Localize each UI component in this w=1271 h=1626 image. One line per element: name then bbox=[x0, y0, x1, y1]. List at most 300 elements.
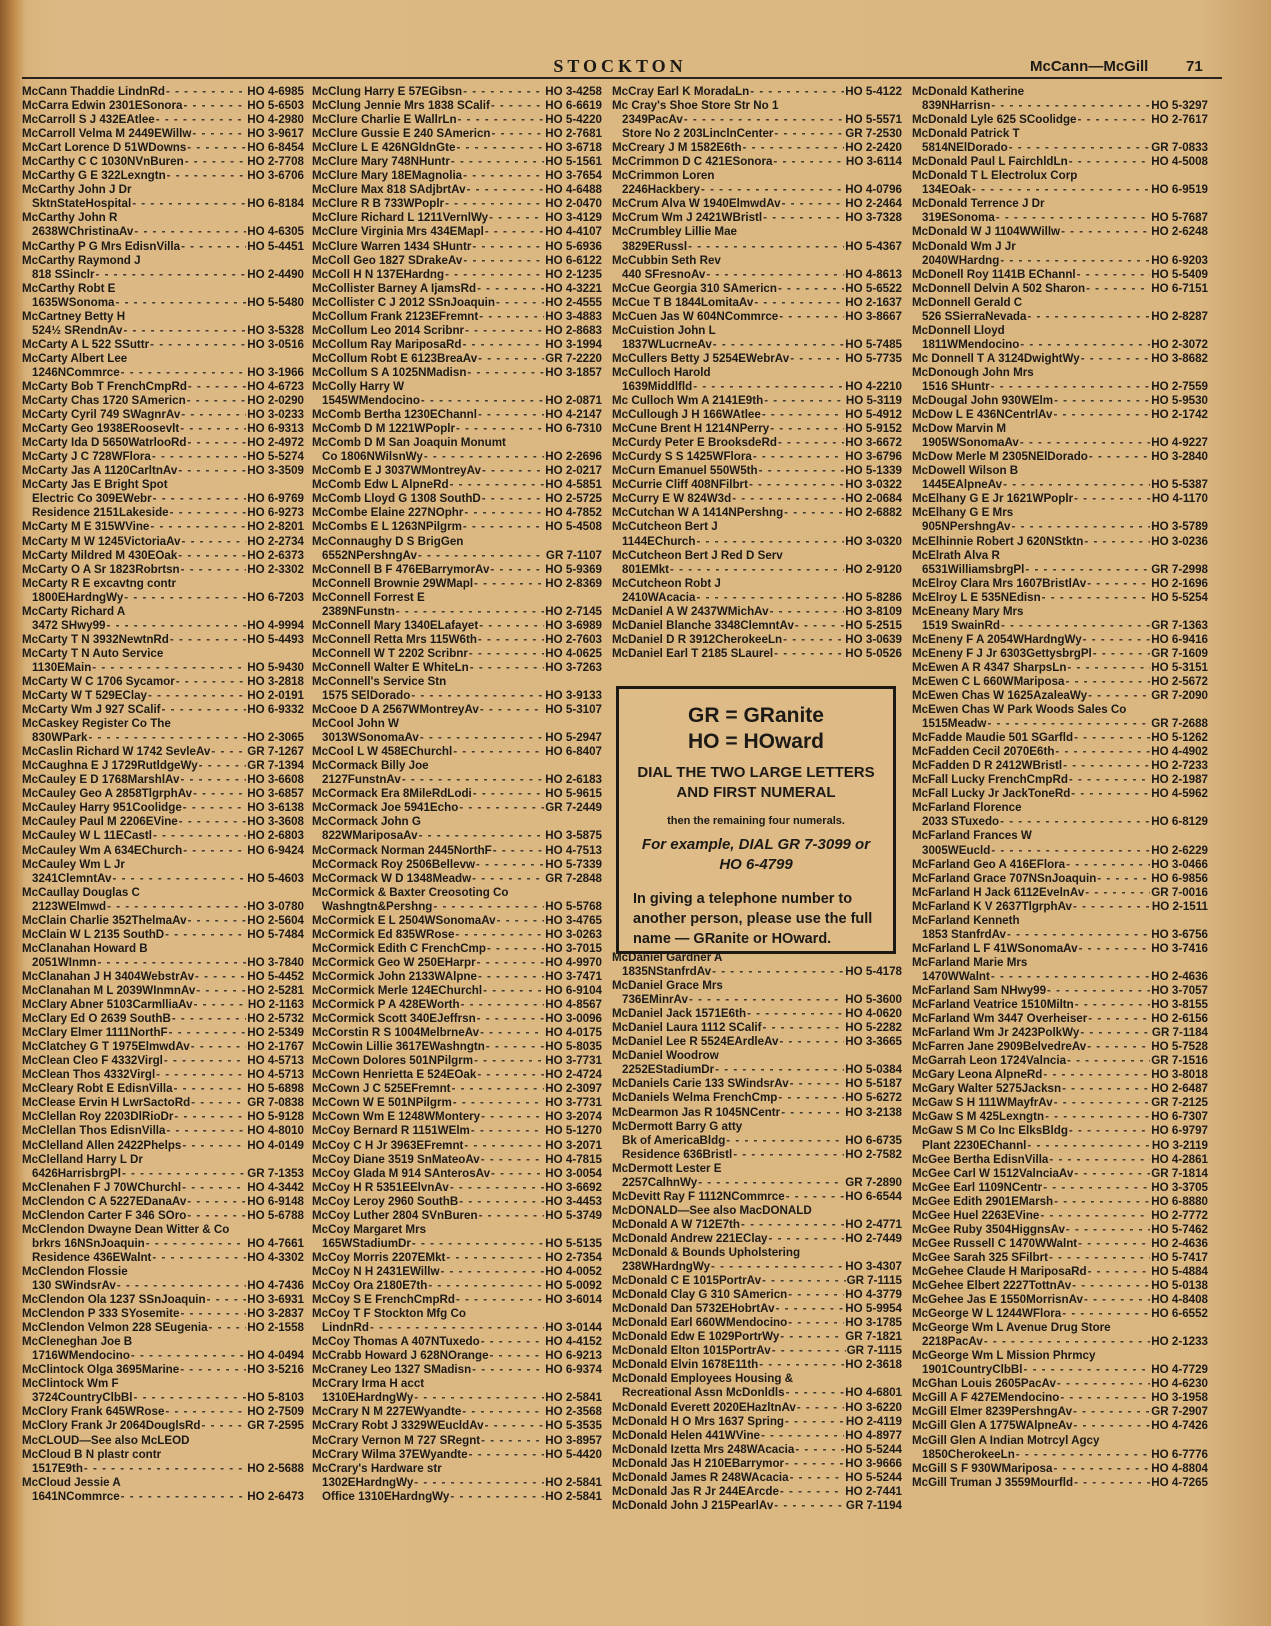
listing-entry bbox=[612, 1246, 902, 1260]
listing-entry bbox=[22, 324, 304, 338]
listing-name: 1835NStanfrdAv bbox=[622, 965, 712, 979]
listing-name: 1470WWalnt bbox=[922, 969, 990, 983]
listing-entry bbox=[612, 1162, 902, 1176]
leader-dots bbox=[458, 113, 545, 127]
listing-phone: HO 2-2696 bbox=[545, 450, 602, 464]
leader-dots bbox=[146, 1237, 247, 1251]
listing-name: McClure Charlie E WallrLn bbox=[312, 113, 457, 127]
listing-phone: HO 3-9133 bbox=[545, 689, 602, 703]
listing-name: McCurrie Cliff 408NFilbrt bbox=[612, 478, 748, 492]
listing-entry bbox=[912, 1293, 1208, 1307]
listing-phone: HO 2-1233 bbox=[1151, 1335, 1208, 1349]
listing-entry bbox=[912, 703, 1208, 717]
leader-dots bbox=[150, 520, 246, 534]
listing-entry bbox=[22, 380, 304, 394]
listing-entry bbox=[612, 99, 902, 113]
listing-name: 6552NPershngAv bbox=[322, 548, 417, 562]
listing-name: McCarty J C 728WFlora bbox=[22, 450, 151, 464]
leader-dots bbox=[420, 731, 544, 745]
listing-name: McCrary N M 227EWyandte bbox=[312, 1405, 462, 1419]
listing-phone: HO 2-6803 bbox=[247, 829, 304, 843]
listing-entry bbox=[312, 998, 602, 1012]
listing-name: McFarren Jane 2909BelvedreAv bbox=[912, 1040, 1087, 1054]
listing-phone: HO 5-7735 bbox=[845, 351, 902, 365]
listing-phone: HO 3-2119 bbox=[1151, 1138, 1208, 1152]
listing-entry bbox=[612, 380, 902, 394]
notice-dial-instructions: DIAL THE TWO LARGE LETTERS AND FIRST NUMERAL bbox=[637, 764, 875, 801]
leader-dots bbox=[1016, 1448, 1150, 1462]
listing-column-2 bbox=[312, 85, 602, 1615]
listing-phone: HO 3-0263 bbox=[545, 927, 602, 941]
listing-name: McGeorge W L 1244WFlora bbox=[912, 1307, 1062, 1321]
listing-entry bbox=[312, 211, 602, 225]
listing-entry bbox=[912, 844, 1208, 858]
listing-name: McCorstin R S 1004MelbrneAv bbox=[312, 1026, 480, 1040]
listing-name: McClanahan Howard B bbox=[22, 941, 148, 955]
leader-dots bbox=[456, 422, 544, 436]
listing-name: McFarland Grace 707NSnJoaquin bbox=[912, 871, 1097, 885]
leader-dots bbox=[481, 1335, 545, 1349]
listing-name: McClure R B 733WPoplr bbox=[312, 197, 445, 211]
listing-phone: GR 7-0838 bbox=[247, 1096, 304, 1110]
listing-phone: HO 5-3297 bbox=[1151, 99, 1208, 113]
listing-name: Bk of AmericaBldg bbox=[622, 1133, 726, 1147]
listing-phone: HO 5-9615 bbox=[545, 787, 602, 801]
listing-name: McDaniel Earl T 2185 SLaurel bbox=[612, 646, 774, 660]
leader-dots bbox=[84, 1462, 246, 1476]
leader-dots bbox=[689, 993, 844, 1007]
listing-phone: GR 7-1267 bbox=[247, 745, 304, 759]
listing-phone: HO 3-6989 bbox=[545, 618, 602, 632]
listing-name: McGill Elmer 8239PershngAv bbox=[912, 1405, 1073, 1419]
listing-phone: HO 5-6898 bbox=[247, 1082, 304, 1096]
listing-name: McClain W L 2135 SouthD bbox=[22, 927, 165, 941]
listing-phone: HO 4-4902 bbox=[1151, 745, 1208, 759]
listing-entry bbox=[912, 141, 1208, 155]
listing-name: Recreational Assn McDonldls bbox=[622, 1386, 785, 1400]
listing-entry bbox=[912, 296, 1208, 310]
listing-entry bbox=[912, 1223, 1208, 1237]
listing-name: McCollum Leo 2014 Scribnr bbox=[312, 323, 465, 337]
listing-name: McCormack Joe 5941Echo bbox=[312, 801, 459, 815]
listing-entry bbox=[912, 324, 1208, 338]
listing-name: 1905WSonomaAv bbox=[922, 436, 1019, 450]
listing-phone: HO 2-4771 bbox=[845, 1217, 902, 1231]
listing-phone: HO 6-9374 bbox=[545, 1363, 602, 1377]
listing-entry bbox=[312, 506, 602, 520]
listing-entry bbox=[912, 689, 1208, 703]
listing-entry bbox=[22, 1167, 304, 1181]
listing-phone: HO 3-6718 bbox=[545, 141, 602, 155]
listing-name: McCaskey Register Co The bbox=[22, 717, 171, 731]
leader-dots bbox=[698, 1176, 844, 1190]
listing-phone: HO 6-9424 bbox=[247, 843, 304, 857]
listing-phone: HO 2-7509 bbox=[247, 1405, 304, 1419]
leader-dots bbox=[179, 815, 247, 829]
listing-name: McGary Walter 5275Jacksn bbox=[912, 1082, 1062, 1096]
listing-entry bbox=[312, 1167, 602, 1181]
listing-phone: HO 3-1994 bbox=[545, 337, 602, 351]
leader-dots bbox=[743, 141, 845, 155]
listing-entry bbox=[912, 225, 1208, 239]
listing-name: McColl H N 137EHardng bbox=[312, 267, 445, 281]
leader-dots bbox=[456, 141, 544, 155]
listing-entry bbox=[612, 1485, 902, 1499]
leader-dots bbox=[169, 1026, 247, 1040]
leader-dots bbox=[463, 85, 544, 99]
listing-name: McCoy Bernard R 1151WElm bbox=[312, 1124, 470, 1138]
listing-entry bbox=[912, 984, 1208, 998]
listing-phone: HO 3-0466 bbox=[1151, 857, 1208, 871]
listing-phone: GR 7-2890 bbox=[845, 1175, 902, 1189]
listing-entry bbox=[22, 1335, 304, 1349]
listing-name: McCarroll Velma M 2449EWillw bbox=[22, 127, 192, 141]
listing-phone: HO 4-0052 bbox=[545, 1264, 602, 1278]
listing-phone: HO 4-8977 bbox=[845, 1428, 902, 1442]
listing-name: McCue T B 1844LomitaAv bbox=[612, 295, 754, 309]
listing-name: McCormick & Baxter Creosoting Co bbox=[312, 885, 509, 899]
listing-name: SktnStateHospital bbox=[32, 197, 132, 211]
listing-name: McDonnell Delvin A 502 Sharon bbox=[912, 281, 1086, 295]
listing-entry bbox=[912, 872, 1208, 886]
listing-name: McCoy Luther 2804 SVnBuren bbox=[312, 1208, 478, 1222]
listing-name: McClease Ervin H LwrSactoRd bbox=[22, 1096, 191, 1110]
listing-name: McGill Glen A 1775WAlpneAv bbox=[912, 1419, 1073, 1433]
notice-howard: HO = HOward bbox=[688, 730, 824, 753]
listing-phone: HO 5-7485 bbox=[845, 337, 902, 351]
listing-name: McClendon Flossie bbox=[22, 1264, 128, 1278]
listing-name: Co 1806NWilsnWy bbox=[322, 450, 423, 464]
listing-name: McElhinnie Robert J 620NStktn bbox=[912, 534, 1084, 548]
listing-name: McDaniel D R 3912CherokeeLn bbox=[612, 632, 783, 646]
listing-entry bbox=[312, 169, 602, 183]
listing-entry bbox=[22, 1153, 304, 1167]
listing-name: LindnRd bbox=[322, 1321, 370, 1335]
listing-phone: GR 7-1115 bbox=[846, 1344, 902, 1358]
listing-entry bbox=[22, 520, 304, 534]
listing-phone: HO 2-1987 bbox=[1151, 773, 1208, 787]
listing-name: McComb D M San Joaquin Monumt bbox=[312, 436, 506, 450]
listing-name: McGee Russell C 1470WWalnt bbox=[912, 1236, 1078, 1250]
listing-name: McClary Elmer 1111NorthF bbox=[22, 1026, 168, 1040]
listing-phone: HO 4-1170 bbox=[1151, 492, 1208, 506]
listing-entry bbox=[312, 324, 602, 338]
listing-name: McClendon Ola 1237 SSnJoaquin bbox=[22, 1293, 206, 1307]
leader-dots bbox=[414, 1391, 544, 1405]
leader-dots bbox=[459, 801, 544, 815]
listing-entry bbox=[312, 1223, 602, 1237]
leader-dots bbox=[88, 731, 246, 745]
listing-entry bbox=[22, 422, 304, 436]
listing-entry bbox=[22, 169, 304, 183]
leader-dots bbox=[762, 1274, 846, 1288]
leader-dots bbox=[479, 310, 544, 324]
listing-entry bbox=[612, 1077, 902, 1091]
listing-phone: HO 5-0384 bbox=[845, 1063, 902, 1077]
leader-dots bbox=[191, 1096, 246, 1110]
listing-name: McClendon C A 5227EDanaAv bbox=[22, 1194, 187, 1208]
leader-dots bbox=[1065, 675, 1150, 689]
leader-dots bbox=[472, 1363, 544, 1377]
listing-column-3-lower bbox=[612, 951, 902, 1611]
listing-name: McFarland H Jack 6112EvelnAv bbox=[912, 885, 1085, 899]
listing-name: McCown Henrietta E 524EOak bbox=[312, 1068, 477, 1082]
listing-phone: HO 6-8407 bbox=[545, 745, 602, 759]
listing-name: 1811WMendocino bbox=[922, 337, 1020, 351]
leader-dots bbox=[182, 1139, 246, 1153]
listing-phone: HO 2-7582 bbox=[845, 1147, 902, 1161]
listing-name: McDearmon Jas R 1045NCentr bbox=[612, 1105, 781, 1119]
leader-dots bbox=[1054, 1195, 1150, 1209]
listing-name: McClendon Velmon 228 SEugenia bbox=[22, 1321, 208, 1335]
listing-phone: HO 5-4884 bbox=[1151, 1264, 1208, 1278]
listing-phone: HO 6-9769 bbox=[247, 492, 304, 506]
leader-dots bbox=[185, 155, 247, 169]
listing-phone: HO 3-2071 bbox=[545, 1138, 602, 1152]
notice-granite: GR = GRanite bbox=[688, 704, 824, 727]
leader-dots bbox=[474, 1054, 544, 1068]
listing-entry bbox=[312, 1434, 602, 1448]
listing-entry bbox=[912, 450, 1208, 464]
leader-dots bbox=[481, 1110, 544, 1124]
leader-dots bbox=[153, 829, 246, 843]
listing-entry bbox=[22, 1419, 304, 1433]
leader-dots bbox=[433, 900, 544, 914]
listing-phone: HO 5-8103 bbox=[247, 1391, 304, 1405]
leader-dots bbox=[1087, 577, 1150, 591]
listing-entry bbox=[312, 900, 602, 914]
listing-entry bbox=[612, 1401, 902, 1415]
listing-entry bbox=[312, 422, 602, 436]
leader-dots bbox=[1083, 633, 1151, 647]
leader-dots bbox=[156, 1068, 246, 1082]
listing-entry bbox=[22, 1223, 304, 1237]
listing-phone: HO 2-5841 bbox=[545, 1489, 602, 1503]
listing-phone: HO 5-1561 bbox=[545, 155, 602, 169]
listing-name: McDonald A W 712E7th bbox=[612, 1217, 740, 1231]
listing-entry bbox=[612, 1035, 902, 1049]
listing-phone: HO 6-9856 bbox=[1151, 871, 1208, 885]
leader-dots bbox=[781, 1106, 844, 1120]
listing-name: McDONALD—See also MacDONALD bbox=[612, 1203, 812, 1217]
listing-name: 3829ERussl bbox=[622, 239, 688, 253]
listing-entry bbox=[22, 1279, 304, 1293]
leader-dots bbox=[1054, 394, 1150, 408]
listing-entry bbox=[612, 993, 902, 1007]
listing-entry bbox=[22, 1110, 304, 1124]
listing-phone: HO 6-6735 bbox=[845, 1133, 902, 1147]
listing-entry bbox=[22, 759, 304, 773]
leader-dots bbox=[188, 914, 247, 928]
leader-dots bbox=[462, 338, 544, 352]
leader-dots bbox=[463, 520, 544, 534]
listing-phone: HO 6-9104 bbox=[545, 984, 602, 997]
listing-name: McCuistion John L bbox=[612, 323, 716, 337]
listing-entry bbox=[912, 127, 1208, 141]
leader-dots bbox=[481, 1153, 545, 1167]
leader-dots bbox=[987, 717, 1150, 731]
listing-phone: HO 4-0620 bbox=[845, 1007, 902, 1021]
listing-entry bbox=[912, 970, 1208, 984]
listing-phone: HO 3-3608 bbox=[247, 815, 304, 829]
listing-phone: HO 3-8682 bbox=[1151, 351, 1208, 365]
listing-entry bbox=[612, 1443, 902, 1457]
listing-entry bbox=[912, 858, 1208, 872]
leader-dots bbox=[493, 844, 545, 858]
listing-phone: HO 2-5732 bbox=[247, 1012, 304, 1026]
listing-phone: HO 5-3151 bbox=[1151, 660, 1208, 674]
listing-entry bbox=[22, 450, 304, 464]
listing-phone: HO 3-0236 bbox=[1151, 534, 1208, 548]
listing-entry bbox=[612, 506, 902, 520]
listing-entry bbox=[22, 563, 304, 577]
listing-entry bbox=[22, 1462, 304, 1476]
leader-dots bbox=[770, 605, 845, 619]
listing-phone: GR 7-1184 bbox=[1151, 1026, 1208, 1040]
listing-phone: HO 6-6544 bbox=[845, 1189, 902, 1203]
leader-dots bbox=[715, 1063, 844, 1077]
leader-dots bbox=[167, 169, 247, 183]
listing-name: McCarthy C C 1030NVnBuren bbox=[22, 155, 184, 169]
listing-name: 130 SWindsrAv bbox=[32, 1278, 116, 1292]
listing-phone: HO 5-3749 bbox=[545, 1208, 602, 1222]
listing-entry bbox=[22, 211, 304, 225]
listing-phone: HO 2-7603 bbox=[545, 632, 602, 646]
listing-name: McCutcheon Bert J Red D Serv bbox=[612, 548, 783, 562]
listing-name: McCutcheon Bert J bbox=[612, 520, 718, 534]
listing-entry bbox=[22, 998, 304, 1012]
leader-dots bbox=[418, 549, 545, 563]
listing-phone: HO 4-8010 bbox=[247, 1124, 304, 1138]
listing-entry bbox=[312, 296, 602, 310]
listing-entry bbox=[22, 661, 304, 675]
listing-entry bbox=[612, 1274, 902, 1288]
listing-name: Residence 2151Lakeside bbox=[32, 506, 169, 520]
listing-entry bbox=[22, 1012, 304, 1026]
listing-entry bbox=[912, 1251, 1208, 1265]
leader-dots bbox=[166, 1124, 246, 1138]
listing-entry bbox=[612, 965, 902, 979]
listing-phone: HO 2-5688 bbox=[247, 1461, 304, 1475]
listing-phone: HO 3-5216 bbox=[247, 1363, 304, 1377]
listing-phone: HO 5-4367 bbox=[845, 239, 902, 253]
listing-phone: HO 2-3302 bbox=[247, 562, 304, 576]
listing-entry bbox=[312, 338, 602, 352]
listing-entry bbox=[312, 155, 602, 169]
listing-phone: HO 4-9970 bbox=[545, 955, 602, 969]
listing-entry bbox=[312, 436, 602, 450]
listing-name: McCrabb Howard J 628NOrange bbox=[312, 1349, 489, 1363]
listing-entry bbox=[912, 759, 1208, 773]
listing-phone: HO 2-6183 bbox=[545, 773, 602, 787]
listing-phone: HO 5-8035 bbox=[545, 1040, 602, 1054]
listing-entry bbox=[912, 1335, 1208, 1349]
leader-dots bbox=[741, 1218, 844, 1232]
listing-phone: HO 2-0290 bbox=[247, 394, 304, 408]
listing-phone: HO 2-5672 bbox=[1151, 674, 1208, 688]
listing-phone: HO 4-3302 bbox=[247, 1250, 304, 1264]
listing-entry bbox=[612, 366, 902, 380]
listing-phone: HO 5-9430 bbox=[247, 660, 304, 674]
listing-name: 905NPershngAv bbox=[922, 520, 1011, 534]
listing-entry bbox=[912, 268, 1208, 282]
leader-dots bbox=[195, 970, 246, 984]
leader-dots bbox=[1007, 928, 1150, 942]
listing-name: McCloud B N plastr contr bbox=[22, 1447, 162, 1461]
listing-name: McClure Virginia Mrs 434EMapl bbox=[312, 225, 484, 239]
listing-name: McCreary J M 1582E6th bbox=[612, 141, 742, 155]
listing-entry bbox=[22, 155, 304, 169]
listing-phone: HO 2-7708 bbox=[247, 155, 304, 169]
leader-dots bbox=[1009, 141, 1151, 155]
leader-dots bbox=[469, 647, 544, 661]
listing-name: McConnell Mary 1340ELafayet bbox=[312, 618, 479, 632]
listing-name: 526 SSierraNevada bbox=[922, 309, 1027, 323]
listing-entry bbox=[312, 380, 602, 394]
listing-entry bbox=[22, 492, 304, 506]
leader-dots bbox=[1077, 268, 1151, 282]
listing-name: McCauley Geo A 2858TlgrphAv bbox=[22, 787, 193, 801]
leader-dots bbox=[1071, 787, 1150, 801]
listing-phone: HO 4-6488 bbox=[545, 183, 602, 197]
listing-entry bbox=[22, 464, 304, 478]
leader-dots bbox=[1088, 689, 1150, 703]
leader-dots bbox=[178, 464, 246, 478]
listing-name: Electric Co 309EWebr bbox=[32, 492, 152, 506]
leader-dots bbox=[1000, 254, 1150, 268]
listing-entry bbox=[312, 703, 602, 717]
listing-phone: GR 7-1821 bbox=[845, 1330, 902, 1344]
listing-name: McDonald & Bounds Upholstering bbox=[612, 1245, 801, 1259]
listing-phone: HO 5-9128 bbox=[247, 1110, 304, 1124]
listing-phone: HO 2-1742 bbox=[1151, 408, 1208, 422]
listing-phone: HO 3-0639 bbox=[845, 632, 902, 646]
listing-name: McDaniel Woodrow bbox=[612, 1049, 719, 1063]
listing-name: McGee Edith 2901EMarsh bbox=[912, 1194, 1054, 1208]
listing-name: McEwen C L 660WMariposa bbox=[912, 674, 1065, 688]
listing-name: McCarthy P G Mrs EdisnVilla bbox=[22, 239, 181, 253]
leader-dots bbox=[753, 450, 844, 464]
leader-dots bbox=[478, 633, 544, 647]
leader-dots bbox=[1074, 1167, 1150, 1181]
listing-phone: HO 2-1696 bbox=[1151, 576, 1208, 590]
leader-dots bbox=[762, 408, 844, 422]
listing-phone: HO 3-6114 bbox=[845, 155, 902, 169]
listing-entry bbox=[612, 577, 902, 591]
listing-name: McCollum Robt E 6123BreaAv bbox=[312, 351, 478, 365]
listing-name: McGee Earl 1109NCentr bbox=[912, 1180, 1043, 1194]
listing-name: McDonald Employees Housing & bbox=[612, 1372, 794, 1386]
listing-entry bbox=[312, 605, 602, 619]
listing-entry bbox=[22, 745, 304, 759]
listing-phone: HO 6-8454 bbox=[247, 141, 304, 155]
listing-name: 2246Hackbery bbox=[622, 183, 700, 197]
leader-dots bbox=[170, 506, 247, 520]
leader-dots bbox=[164, 1054, 246, 1068]
listing-name: McFarland Veatrice 1510Miltn bbox=[912, 998, 1074, 1012]
listing-phone: HO 6-7776 bbox=[1151, 1447, 1208, 1461]
leader-dots bbox=[778, 282, 844, 296]
listing-phone: HO 3-2840 bbox=[1151, 450, 1208, 464]
listing-name: McClure L E 426NGldnGte bbox=[312, 141, 456, 155]
listing-entry bbox=[912, 647, 1208, 661]
listing-name: McClendon Dwayne Dean Witter & Co bbox=[22, 1222, 230, 1236]
listing-name: McCarty Richard A bbox=[22, 604, 126, 618]
listing-entry bbox=[22, 731, 304, 745]
listing-entry bbox=[612, 1120, 902, 1134]
listing-entry bbox=[912, 1265, 1208, 1279]
listing-phone: HO 2-5604 bbox=[247, 913, 304, 927]
